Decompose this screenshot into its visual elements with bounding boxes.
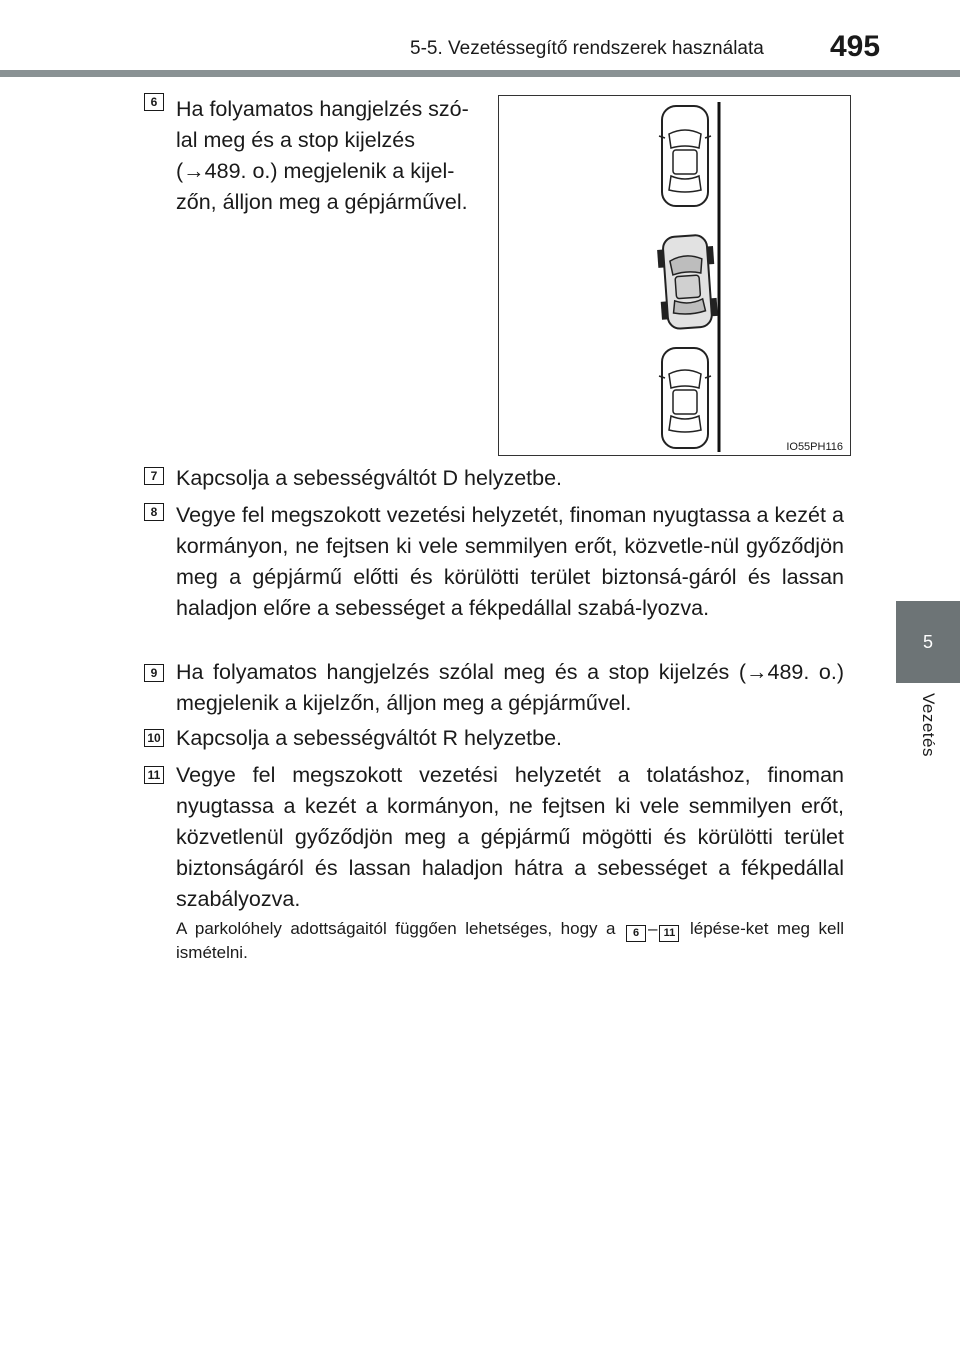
parked-car-front-icon (659, 106, 711, 206)
figure-code: IO55PH116 (783, 441, 846, 453)
chapter-name: Vezetés (919, 693, 938, 757)
note-suffix: lépése-ket meg kell ismételni. (176, 919, 844, 962)
step-number-box: 9 (144, 664, 164, 682)
section-title: 5-5. Vezetéssegítő rendszerek használata (410, 38, 764, 59)
step-number-box: 11 (144, 766, 164, 784)
own-car-icon (656, 234, 718, 330)
step-text: Kapcsolja a sebességváltót D helyzetbe. (176, 466, 563, 490)
step-text: Vegye fel megszokott vezetési helyzetét, finoman nyugtassa a kezét a kormányon, ne fejtsen ki vele semmilyen erőt, közvetle-nül győződjön meg a gépjármű előtti és körülötti terület biztonsá-gáról és lassan haladjon előre a sebességet a fékpedállal szabá-lyozva. (176, 503, 844, 620)
step-text: Ha folyamatos hangjelzés szólal meg és a stop kijelzés (→489. o.) megjelenik a kijelzőn, álljon meg a gépjárművel. (176, 660, 844, 715)
header-rule (0, 70, 960, 77)
step-number-box: 8 (144, 503, 164, 521)
parking-diagram-svg (499, 96, 850, 455)
step-ref-box: 11 (659, 925, 679, 942)
parking-illustration (498, 95, 851, 456)
note-paragraph (176, 918, 844, 964)
chapter-tab (896, 601, 960, 683)
parked-car-rear-icon (659, 348, 711, 448)
step-text: Vegye fel megszokott vezetési helyzetét a tolatáshoz, finoman nyugtassa a kezét a kormányon, ne fejtsen ki vele semmilyen erőt, közvetlenül győződjön meg a gépjármű mögötti és körülötti terület biztonságáról és lassan haladjon hátra a sebességet a fékpedállal szabályozva. (176, 763, 844, 911)
step-number-box: 7 (144, 467, 164, 485)
step-number-box: 10 (144, 729, 164, 747)
step-text: Ha folyamatos hangjelzés szó-lal meg és a stop kijelzés (→489. o.) megjelenik a kijel-zőn, álljon meg a gépjárművel. (176, 97, 469, 214)
note-dash: – (648, 919, 658, 938)
step-number-box: 6 (144, 93, 164, 111)
note-prefix: A parkolóhely adottságaitól függően lehetséges, hogy a (176, 919, 616, 938)
chapter-number: 5 (922, 631, 933, 652)
step-text: Kapcsolja a sebességváltót R helyzetbe. (176, 726, 563, 750)
step-ref-box: 6 (626, 925, 646, 942)
page-number: 495 (830, 30, 881, 63)
